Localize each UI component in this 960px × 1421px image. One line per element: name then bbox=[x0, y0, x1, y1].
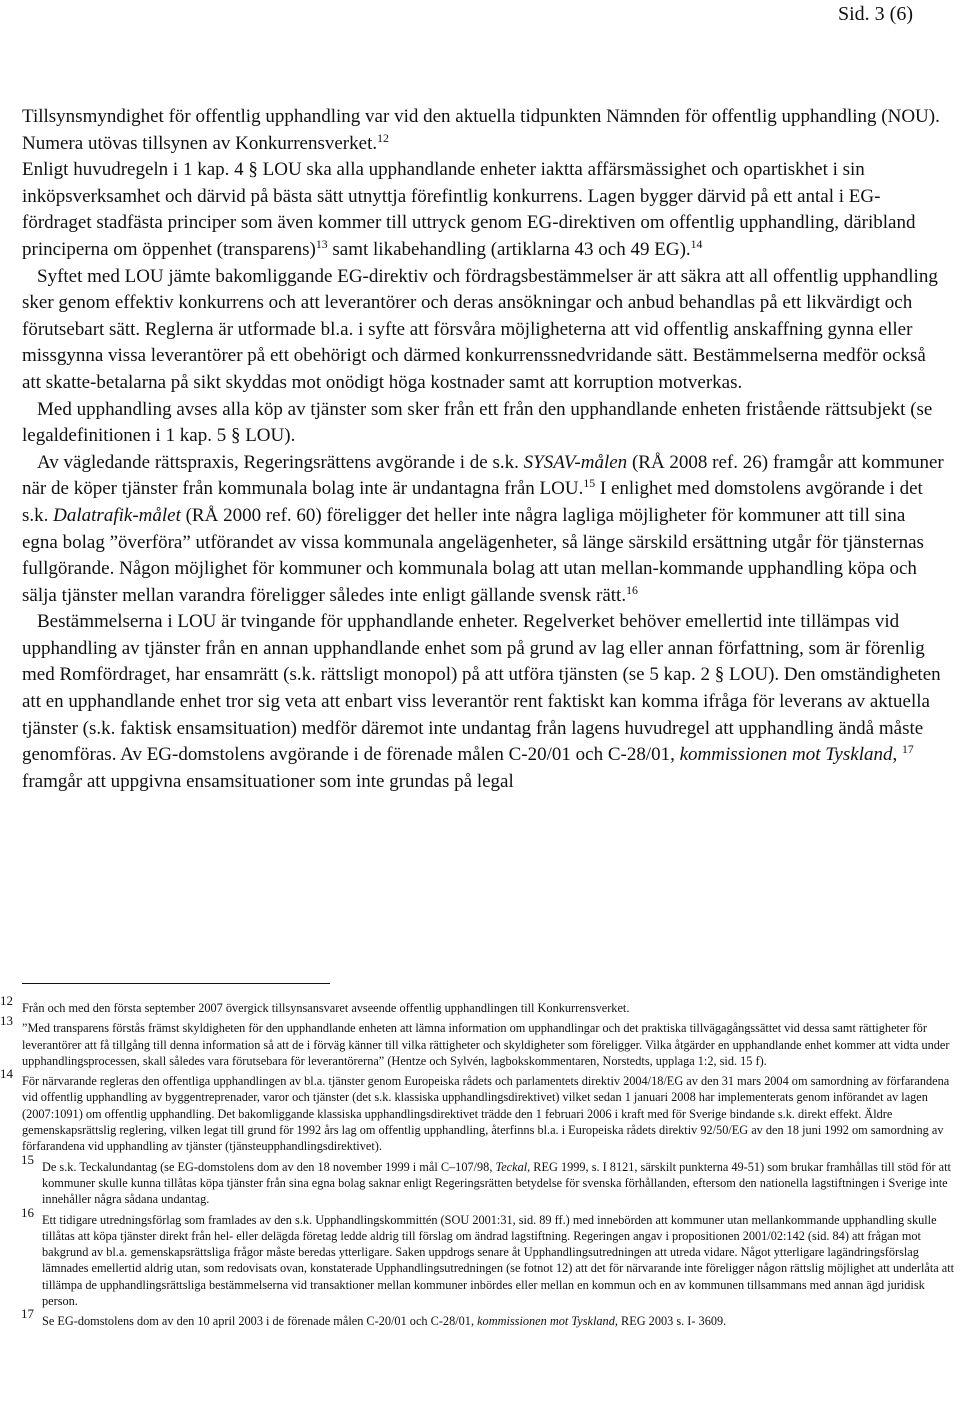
footnote-16 bbox=[0, 1204, 960, 1310]
page-number: Sid. 3 (6) bbox=[838, 3, 913, 25]
footnote-ref-12: 12 bbox=[377, 131, 389, 145]
footnotes bbox=[0, 993, 960, 1334]
footnote-number: 14 bbox=[0, 1066, 13, 1082]
case-name-sysav: SYSAV-målen bbox=[523, 451, 628, 473]
paragraph-case-law: Av vägledande rättspraxis, Regeringsrättens avgörande i de s.k. SYSAV-målen (RÅ 2008 ref. 26) framgår att kommuner när de köper tjänster från kommunala bolag inte är undantagna från LOU.$^{15}$ I enlighet med domstolens avgörande i det s.k. Dalatrafik-målet (RÅ 2000 ref. 60) föreligger det heller inte några lagliga möjligheter för kommuner att till sina egna bolag ”överföra” utförandet av vissa kommunala angelägenheter, så länge särskild ersättning utgår för tjänsternas fullgörande. Någon möjlighet för kommuner och kommunala bolag att utan mellan-kommande upphandling köpa och sälja tjänster mellan varandra föreligger således inte enligt gällande svensk rätt.$^{16}$ bbox=[22, 451, 944, 606]
footnote-12 bbox=[0, 993, 960, 1016]
footnote-ref-13: 13 bbox=[315, 237, 328, 251]
footnote-number: 17 bbox=[21, 1306, 34, 1322]
paragraph-purpose: Syftet med LOU jämte bakomliggande EG-direktiv och fördragsbestämmelser är att säkra att all offentlig upphandling sker genom effektiv konkurrens och att leverantörer och deras ansökningar och anbud behandlas på ett likvärdigt och förutsebart sätt. Reglerna är utformade bl.a. i syfte att försvåra möjligheterna att vid offentlig anskaffning gynna eller missgynna vissa leverantörer på ett obehörigt och därmed konkurrenssnedvridande sätt. Bestämmelserna medför också att skatte-betalarna på sikt skyddas mot onödigt höga kostnader samt att korruption motverkas. bbox=[22, 265, 938, 393]
paragraph-main-rule: Enligt huvudregeln i 1 kap. 4 § LOU ska alla upphandlande enheter iaktta affärsmässighet och opartiskhet i sin inköpsverksamhet och därvid på bästa sätt utnyttja förefintlig konkurrens. Lagen bygger därvid på ett antal i EG-fördraget stadfästa principer som även kommer till uttryck genom EG-direktiven om offentlig upphandling, däribland principerna om öppenhet (transparens)$^{13}$ samt likabehandling (artiklarna 43 och 49 EG).$^{14}$ bbox=[22, 159, 916, 260]
footnote-ref-17: 17 bbox=[901, 743, 914, 757]
footnote-14 bbox=[0, 1066, 960, 1154]
footnote-ref-16: 16 bbox=[626, 583, 638, 597]
case-name-kommissionen: kommissionen mot Tyskland bbox=[679, 744, 893, 766]
case-name-kommissionen-fn: kommissionen mot Tyskland, bbox=[477, 1314, 618, 1329]
footnote-ref-14: 14 bbox=[690, 237, 703, 251]
footnote-15: 15 De s.k. Teckalundantag (se EG-domstolens dom av den 18 november 1999 i mål C–107/98, Teckal, REG 1999, s. I 8121, särskilt punkterna 49-51) som brukar framhållas till stöd för att kommuner skulle kunna tillåtas köpa tjänster från sina egna bolag saknar enligt Regeringsrätten betydelse för svenska förhållanden, eftersom den nationella lagstiftningen i Sverige inte innehåller några sådana undantag. bbox=[21, 1151, 951, 1207]
footnote-text: För närvarande regleras den offentliga upphandlingen av bl.a. tjänster genom Europeiska rådets och parlamentets direktiv 2004/18/EG av den 31 mars 2004 om samordning av förfarandena vid offentlig upphandling av byggentreprenader, varor och tjänster (det s.k. klassiska upphandlingsdirektivet) vilket sedan 1 januari 2008 har implementerats genom införandet av lagen (2007:1091) om offentlig upphandling. Det bakomliggande klassiska upphandlingsdirektivet trädde den 1 februari 2006 i kraft med för Sverige bindande s.k. direkt effekt. Äldre gemenskapsrättslig reglering, vilken legat till grund för 1992 års lag om offentlig upphandling, återfinns bl.a. i Europeiska rådets direktiv 92/50/EG av den 18 juni 1992 om samordning av förfarandena vid upphandling av tjänster (tjänsteupphandlingsdirektivet). bbox=[22, 1074, 950, 1154]
case-name-dalatrafik: Dalatrafik-målet bbox=[53, 504, 181, 526]
footnote-number: 16 bbox=[21, 1204, 34, 1220]
footnote-text: Från och med den första september 2007 övergick tillsynsansvaret avseende offentlig upphandlingen till Konkurrensverket. bbox=[22, 1001, 630, 1015]
paragraph-definition: Med upphandling avses alla köp av tjänster som sker från ett från den upphandlande enheten fristående rättsubjekt (se legaldefinitionen i 1 kap. 5 § LOU). bbox=[22, 398, 933, 447]
paragraph-supervisory-authority: Tillsynsmyndighet för offentlig upphandling var vid den aktuella tidpunkten Nämnden för offentlig upphandling (NOU). Numera utövas tillsynen av Konkurrensverket.$^{12}$ bbox=[22, 106, 940, 154]
footnote-text: Ett tidigare utredningsförlag som framlades av den s.k. Upphandlingskommittén (SOU 2001:31, sid. 89 ff.) med innebörden att kommuner utan mellankommande upphandling skulle tillåtas att köpa tjänster direkt från hel- eller delägda företag ledde aldrig till förslag om ändrad lagstiftning. Regeringen angav i propositionen 2001/02:142 (sid. 84) att frågan mot bakgrund av bl.a. gemenskapsrättsliga frågor måste beredas ytterligare. Saken uppdrogs senare åt Upphandlingsutredningen att utreda vidare. Något ytterligare lagändringsförslag lämnades emellertid aldrig utan, som redovisats ovan, konstaterade Upphandlingsutredningen (se fotnot 12) att det för närvarande inte föreligger någon rättslig möjlighet att underlåta att tillämpa de upphandlingsrättsliga bestämmelserna vid transaktioner mellan kommuner inbördes eller mellan en kommun och en av kommunen tillsammans med annan ägd juridisk person. bbox=[42, 1212, 955, 1309]
footnote-separator bbox=[22, 983, 330, 984]
footnote-17: 17 Se EG-domstolens dom av den 10 april 2003 i de förenade målen C-20/01 och C-28/01, kommissionen mot Tyskland, REG 2003 s. I- 3609. bbox=[21, 1306, 727, 1329]
footnote-number: 13 bbox=[0, 1013, 13, 1029]
footnote-number: 12 bbox=[0, 993, 13, 1008]
footnote-number: 15 bbox=[21, 1151, 34, 1167]
paragraph-mandatory-rules: Bestämmelserna i LOU är tvingande för upphandlande enheter. Regelverket behöver emellertid inte tillämpas vid upphandling av tjänster från en annan upphandlande enhet som på grund av lag eller annan författning, som är förenlig med Romfördraget, har ensamrätt (s.k. rättsligt monopol) på att utföra tjänsten (se 5 kap. 2 § LOU). Den omständigheten att en upphandlande enhet tror sig veta att enbart viss leverantör rent faktiskt kan komma ifråga för leverans av aktuella tjänster (s.k. faktisk ensamsituation) medför däremot inte undantag från lagens huvudregel att upphandling ändå måste genomföras. Av EG-domstolens avgörande i de förenade målen C-20/01 och C-28/01, kommissionen mot Tyskland, $^{17}$ framgår att uppgivna ensamsituationer som inte grundas på legal bbox=[22, 611, 941, 792]
footnote-ref-15: 15 bbox=[583, 477, 596, 491]
footnote-13 bbox=[0, 1013, 960, 1069]
footnote-text: ”Med transparens förstås främst skyldigheten för den upphandlande enheten att lämna information om upphandlingar och det praktiska tillvägagångssättet vid dessa samt rättigheter för leverantörer att få tillgång till denna information så att de i förväg känner till vilka rättigheter och skyldigheter som föreligger. Vilka åtgärder en upphandlande enhet kommer att vidta under upphandlingsprocessen, skall således vara förutsebara för leverantörerna” (Hentze och Sylvén, lagbokskommentaren, Norstedts, upplaga 1:2, sid. 15 f). bbox=[22, 1021, 950, 1068]
body-text bbox=[22, 104, 944, 795]
case-name-teckal: Teckal bbox=[495, 1159, 528, 1174]
